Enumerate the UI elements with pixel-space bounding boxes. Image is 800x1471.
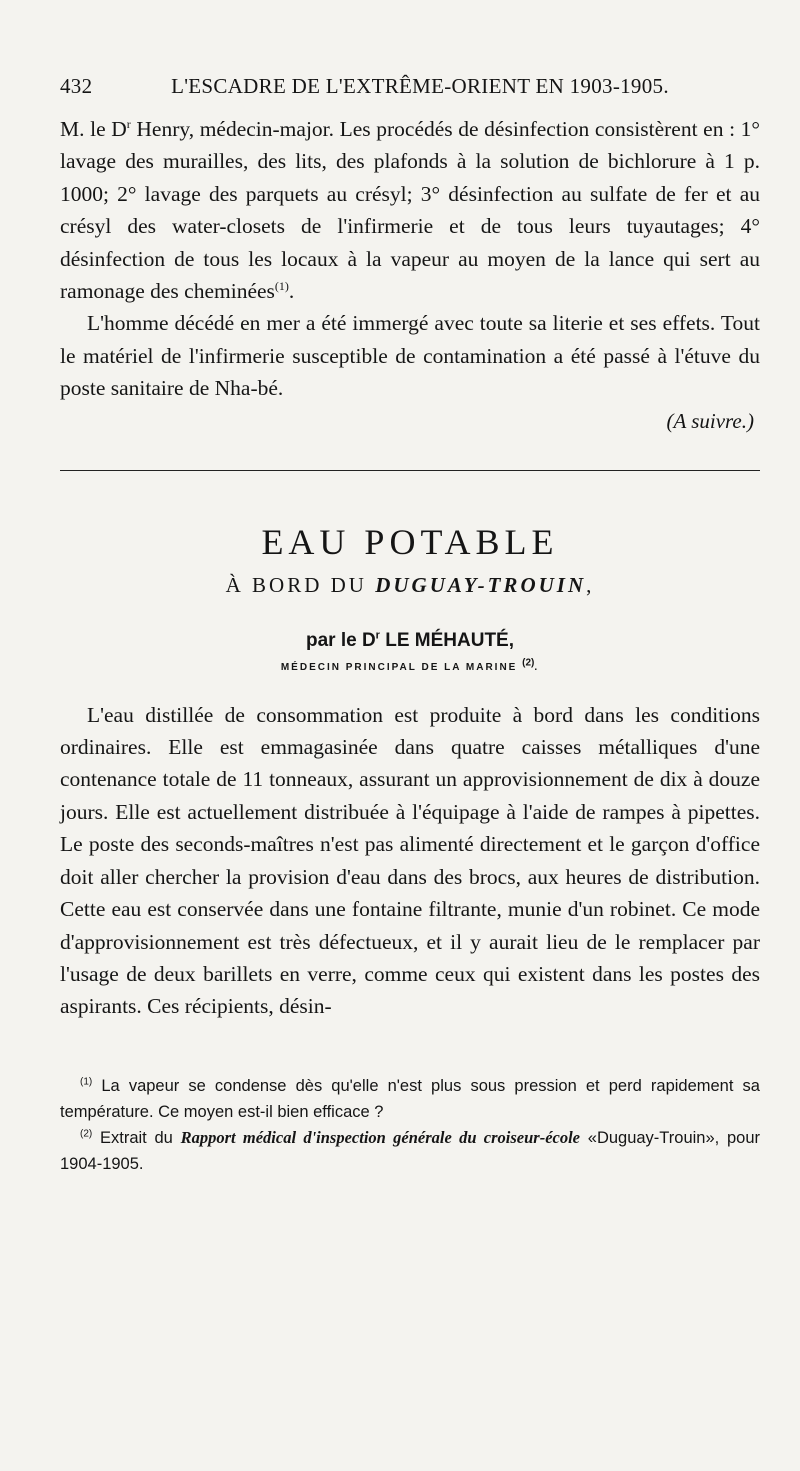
- footnote-ref-2[interactable]: (2): [522, 657, 535, 669]
- author-affiliation: [60, 657, 760, 673]
- to-be-continued: (A suivre.): [666, 408, 754, 433]
- running-title: L'ESCADRE DE L'EXTRÊME-ORIENT EN 1903-1905.: [171, 74, 669, 98]
- para1-text-a: M. le D: [60, 117, 127, 141]
- article-subtitle: [60, 573, 760, 598]
- footnote-2-italic: Rapport médical d'inspection générale du croiseur-école: [180, 1127, 581, 1147]
- footnote-2-text-b: «Duguay-Trouin», pour 1904-1905.: [60, 1128, 760, 1173]
- footnote-1-text: La vapeur se condense dès qu'elle n'est plus sous pression et perd rapidement sa température. Ce moyen est-il bien efficace ?: [60, 1076, 760, 1121]
- byline-sup: r: [375, 629, 380, 642]
- affiliation-end: .: [534, 661, 540, 673]
- byline-a: par le D: [305, 629, 376, 651]
- continued-paragraph-2: L'homme décédé en mer a été immergé avec toute sa literie et ses effets. Tout le matériel de l'infirmerie susceptible de contamination a été passé à l'étuve du poste sanitaire de Nha-bé.: [60, 311, 760, 401]
- footnote-2-text-a: Extrait du: [92, 1128, 181, 1147]
- para1-text-b: Henry, médecin-major. Les procédés de désinfection consistèrent en : 1° lavage des murailles, des lits, des plafonds à la solution de bichlorure à 1 p. 1000; 2° lavage des parquets au crésyl; 3° désinfection au sulfate de fer et au crésyl des water-closets de l'infirmerie et de tous leurs tuyautages; 4° désinfection de tous les locaux à la vapeur au moyen de la lance qui sert au ramonage des cheminées: [60, 117, 760, 304]
- author-byline: [60, 630, 760, 652]
- book-page: [60, 74, 760, 1177]
- ship-name: DUGUAY-TROUIN: [375, 572, 587, 597]
- footnote-1: [60, 1073, 760, 1125]
- page-number: 432: [60, 74, 93, 98]
- footnote-1-mark: (1): [80, 1076, 93, 1088]
- footnote-ref-1[interactable]: (1): [274, 278, 289, 293]
- article-body-paragraph: L'eau distillée de consommation est produite à bord dans les conditions ordinaires. Elle est emmagasinée dans quatre caisses métalliques d'une contenance totale de 11 tonneaux, assurant un approvisionnement de dix à douze jours. Elle est actuellement distribuée à l'équipage à l'aide de rampes à pipettes. Le poste des seconds-maîtres n'est pas alimenté directement et le garçon d'office doit aller chercher la provision d'eau dans des brocs, aux heures de distribution. Cette eau est conservée dans une fontaine filtrante, munie d'un robinet. Ce mode d'approvisionnement est très défectueux, et il y aurait lieu de le remplacer par l'usage de deux barillets en verre, comme ceux qui existent dans les postes des aspirants. Ces récipients, désin-: [60, 702, 760, 1019]
- continued-paragraph-1: [60, 113, 760, 307]
- footnote-2: [60, 1125, 760, 1177]
- article-title: EAU POTABLE: [261, 521, 559, 562]
- running-head: [60, 74, 760, 99]
- section-divider: [60, 470, 760, 471]
- footnote-2-mark: (2): [80, 1128, 93, 1140]
- affiliation-text: MÉDECIN PRINCIPAL DE LA MARINE: [280, 661, 518, 673]
- subtitle-suffix: ,: [586, 572, 595, 597]
- subtitle-prefix: À BORD DU: [225, 572, 376, 597]
- footnotes: [60, 1073, 760, 1177]
- para1-text-c: .: [288, 279, 295, 304]
- doctor-abbrev-sup: r: [126, 116, 131, 131]
- byline-b: LE MÉHAUTÉ,: [379, 629, 515, 651]
